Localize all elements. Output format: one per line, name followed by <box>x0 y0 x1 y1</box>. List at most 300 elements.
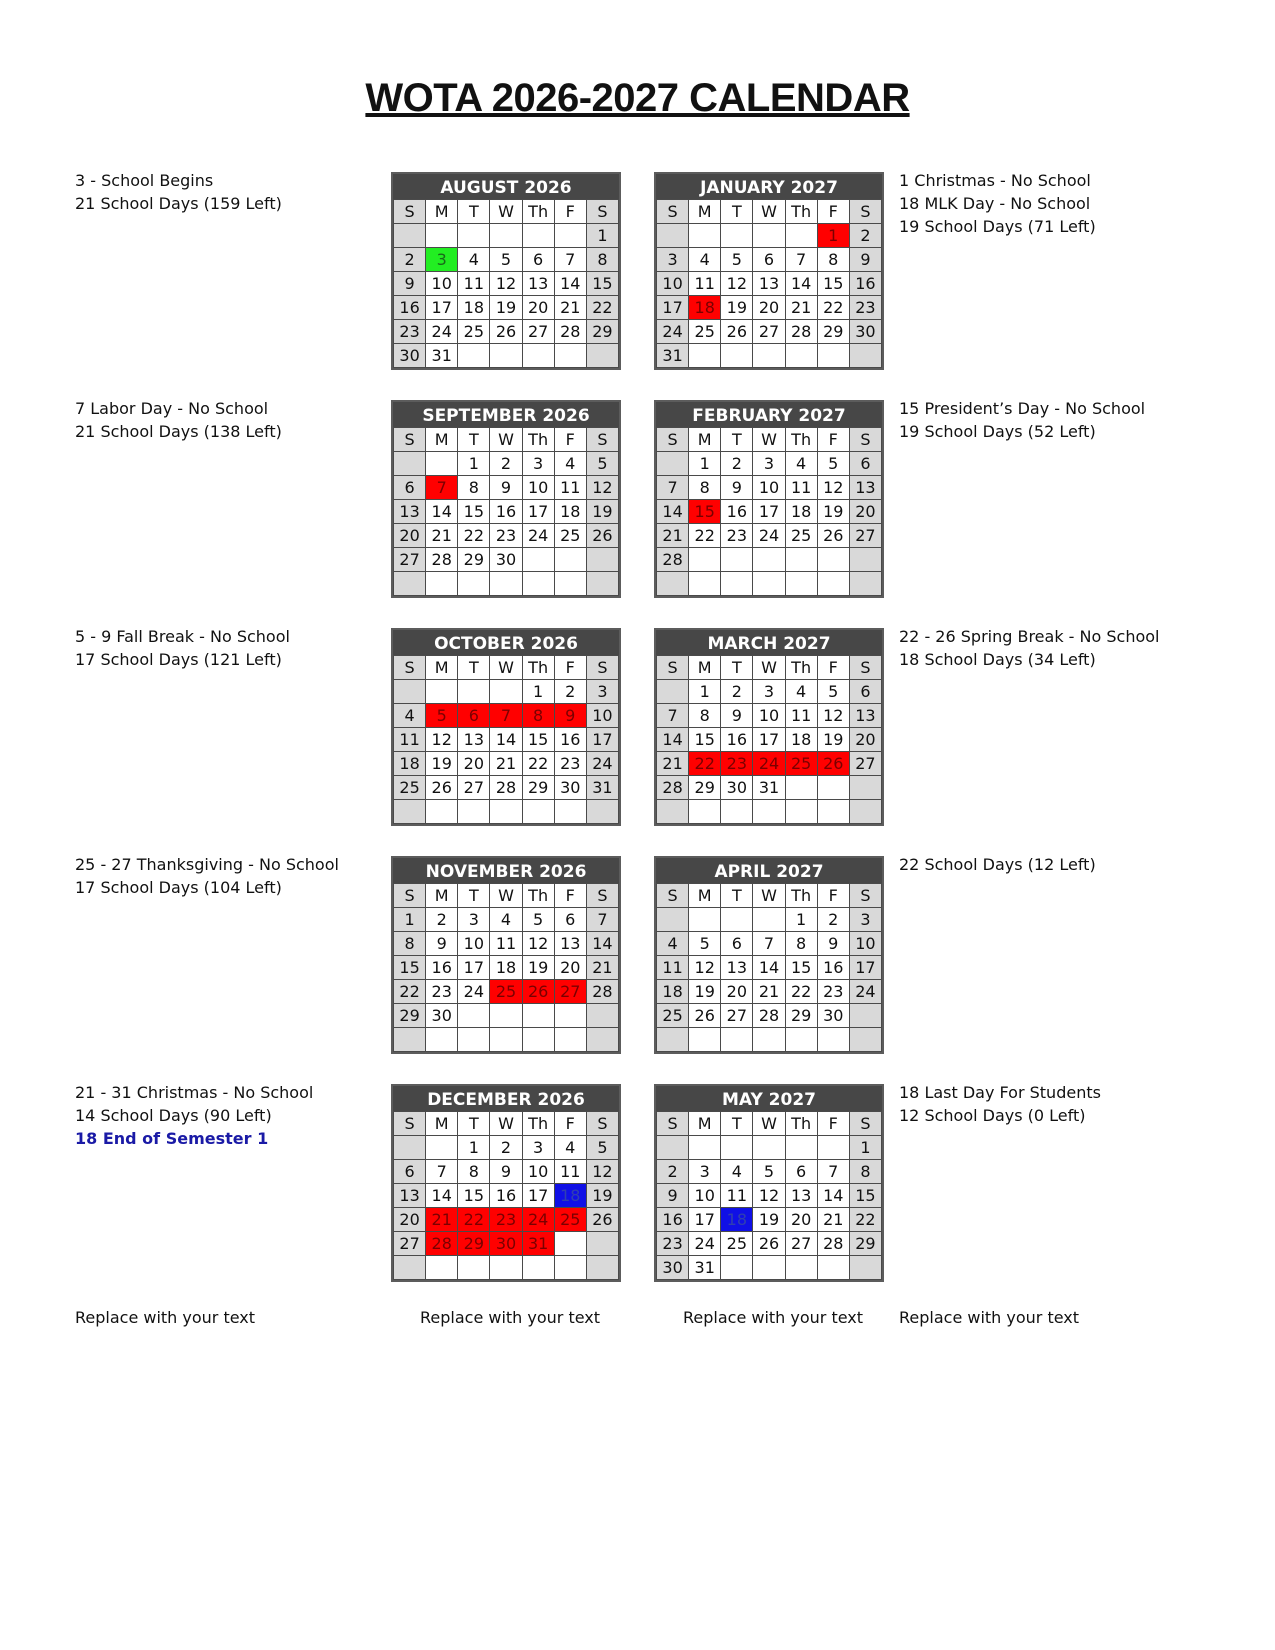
day-cell: 24 <box>426 320 458 344</box>
empty-cell <box>554 1232 586 1256</box>
day-cell: 15 <box>394 956 426 980</box>
empty-cell <box>785 776 817 800</box>
day-cell: 11 <box>394 728 426 752</box>
day-cell-red: 1 <box>817 224 849 248</box>
week-row <box>394 956 619 980</box>
weekday-header: S <box>394 200 426 224</box>
day-cell-blue: 18 <box>721 1208 753 1232</box>
empty-cell <box>522 548 554 572</box>
day-cell: 13 <box>785 1184 817 1208</box>
day-cell: 10 <box>849 932 881 956</box>
day-cell: 17 <box>849 956 881 980</box>
month-title: JANUARY 2027 <box>656 172 882 199</box>
note-line: 18 Last Day For Students <box>899 1083 1101 1102</box>
empty-cell <box>554 572 586 596</box>
day-cell: 1 <box>458 1136 490 1160</box>
weekday-header: Th <box>785 656 817 680</box>
day-cell: 7 <box>554 248 586 272</box>
day-cell: 29 <box>522 776 554 800</box>
day-cell: 3 <box>458 908 490 932</box>
day-cell: 7 <box>753 932 785 956</box>
day-cell: 20 <box>458 752 490 776</box>
day-cell: 4 <box>458 248 490 272</box>
weekday-header: S <box>849 884 881 908</box>
empty-cell <box>522 1256 554 1280</box>
day-cell: 10 <box>657 272 689 296</box>
month-title: NOVEMBER 2026 <box>393 856 619 883</box>
day-cell: 31 <box>753 776 785 800</box>
empty-cell <box>849 776 881 800</box>
day-cell: 8 <box>458 476 490 500</box>
day-cell-red: 24 <box>753 752 785 776</box>
day-cell: 16 <box>817 956 849 980</box>
day-cell: 26 <box>586 524 618 548</box>
weekday-header: M <box>426 884 458 908</box>
day-cell: 4 <box>394 704 426 728</box>
empty-cell <box>657 1028 689 1052</box>
day-cell: 14 <box>785 272 817 296</box>
day-cell: 18 <box>785 728 817 752</box>
day-cell: 16 <box>490 1184 522 1208</box>
weekday-header-row <box>657 656 882 680</box>
day-cell: 2 <box>817 908 849 932</box>
week-row <box>394 1160 619 1184</box>
day-cell: 10 <box>426 272 458 296</box>
week-row <box>394 800 619 824</box>
weekday-header: F <box>554 200 586 224</box>
right-notes-1 <box>899 169 1096 238</box>
day-cell: 18 <box>785 500 817 524</box>
day-cell: 14 <box>657 728 689 752</box>
day-cell: 9 <box>849 248 881 272</box>
empty-cell <box>554 344 586 368</box>
day-cell: 24 <box>458 980 490 1004</box>
day-cell: 28 <box>817 1232 849 1256</box>
day-cell: 30 <box>490 548 522 572</box>
day-cell-red: 23 <box>490 1208 522 1232</box>
left-notes-3 <box>75 625 290 671</box>
day-cell: 10 <box>689 1184 721 1208</box>
weekday-header: S <box>657 1112 689 1136</box>
day-cell: 10 <box>522 1160 554 1184</box>
empty-cell <box>689 548 721 572</box>
day-cell: 27 <box>849 752 881 776</box>
day-cell: 25 <box>721 1232 753 1256</box>
week-row <box>657 548 882 572</box>
day-cell: 9 <box>490 1160 522 1184</box>
day-cell-red: 8 <box>522 704 554 728</box>
empty-cell <box>426 572 458 596</box>
day-cell: 20 <box>522 296 554 320</box>
empty-cell <box>657 572 689 596</box>
day-cell: 29 <box>817 320 849 344</box>
day-cell: 22 <box>817 296 849 320</box>
weekday-header: W <box>490 1112 522 1136</box>
day-cell: 24 <box>586 752 618 776</box>
day-cell: 21 <box>657 524 689 548</box>
note-line-highlight: 18 End of Semester 1 <box>75 1129 269 1148</box>
day-cell: 6 <box>849 452 881 476</box>
footer-text-1: Replace with your text <box>75 1308 256 1327</box>
day-cell: 28 <box>426 548 458 572</box>
day-cell: 13 <box>554 932 586 956</box>
empty-cell <box>426 224 458 248</box>
weekday-header: W <box>753 884 785 908</box>
empty-cell <box>554 224 586 248</box>
weekday-header: W <box>753 656 785 680</box>
empty-cell <box>721 1136 753 1160</box>
weekday-header-row <box>657 428 882 452</box>
day-cell: 1 <box>849 1136 881 1160</box>
day-cell: 14 <box>586 932 618 956</box>
right-notes-3 <box>899 625 1160 671</box>
day-cell: 11 <box>785 704 817 728</box>
day-cell: 12 <box>586 476 618 500</box>
empty-cell <box>657 224 689 248</box>
month-title: DECEMBER 2026 <box>393 1084 619 1111</box>
day-cell: 5 <box>586 452 618 476</box>
empty-cell <box>753 572 785 596</box>
week-row <box>657 752 882 776</box>
month-grid <box>393 199 619 368</box>
month-calendar <box>654 628 884 826</box>
day-cell: 9 <box>426 932 458 956</box>
day-cell: 30 <box>426 1004 458 1028</box>
day-cell: 16 <box>490 500 522 524</box>
day-cell: 12 <box>817 704 849 728</box>
day-cell: 30 <box>817 1004 849 1028</box>
week-row <box>657 776 882 800</box>
empty-cell <box>490 344 522 368</box>
day-cell-green: 3 <box>426 248 458 272</box>
week-row <box>657 956 882 980</box>
empty-cell <box>849 1256 881 1280</box>
month-calendar <box>654 172 884 370</box>
day-cell: 1 <box>522 680 554 704</box>
day-cell: 7 <box>426 1160 458 1184</box>
weekday-header: S <box>657 884 689 908</box>
month-grid <box>393 1111 619 1280</box>
day-cell: 8 <box>458 1160 490 1184</box>
month-grid <box>656 199 882 368</box>
weekday-header: F <box>817 428 849 452</box>
empty-cell <box>586 1028 618 1052</box>
day-cell: 7 <box>586 908 618 932</box>
day-cell: 6 <box>721 932 753 956</box>
day-cell: 11 <box>657 956 689 980</box>
empty-cell <box>689 224 721 248</box>
day-cell: 24 <box>689 1232 721 1256</box>
week-row <box>394 500 619 524</box>
month-calendar <box>654 1084 884 1282</box>
right-notes-5 <box>899 1081 1101 1127</box>
day-cell: 5 <box>689 932 721 956</box>
day-cell: 6 <box>753 248 785 272</box>
note-line: 14 School Days (90 Left) <box>75 1106 272 1125</box>
note-line: 19 School Days (52 Left) <box>899 422 1096 441</box>
right-notes-4 <box>899 853 1096 876</box>
week-row <box>657 704 882 728</box>
empty-cell <box>490 1004 522 1028</box>
day-cell: 19 <box>426 752 458 776</box>
day-cell: 18 <box>458 296 490 320</box>
empty-cell <box>426 1136 458 1160</box>
month-grid <box>656 427 882 596</box>
day-cell: 7 <box>817 1160 849 1184</box>
day-cell: 10 <box>753 476 785 500</box>
day-cell: 13 <box>458 728 490 752</box>
day-cell: 22 <box>849 1208 881 1232</box>
weekday-header: F <box>554 884 586 908</box>
left-notes-1 <box>75 169 282 215</box>
empty-cell <box>394 224 426 248</box>
left-notes-5 <box>75 1081 313 1150</box>
weekday-header: M <box>689 884 721 908</box>
month-calendar <box>391 1084 621 1282</box>
note-line: 18 MLK Day - No School <box>899 194 1091 213</box>
week-row <box>394 1184 619 1208</box>
day-cell: 22 <box>394 980 426 1004</box>
empty-cell <box>394 1136 426 1160</box>
empty-cell <box>458 1256 490 1280</box>
week-row <box>394 452 619 476</box>
day-cell: 20 <box>785 1208 817 1232</box>
day-cell: 4 <box>689 248 721 272</box>
day-cell: 13 <box>522 272 554 296</box>
day-cell: 30 <box>721 776 753 800</box>
empty-cell <box>657 452 689 476</box>
month-calendar <box>654 400 884 598</box>
day-cell: 20 <box>394 524 426 548</box>
empty-cell <box>753 1136 785 1160</box>
day-cell: 23 <box>490 524 522 548</box>
note-line: 19 School Days (71 Left) <box>899 217 1096 236</box>
day-cell: 22 <box>458 524 490 548</box>
day-cell: 17 <box>426 296 458 320</box>
day-cell: 9 <box>490 476 522 500</box>
day-cell-red: 21 <box>426 1208 458 1232</box>
day-cell: 13 <box>849 476 881 500</box>
empty-cell <box>394 1028 426 1052</box>
day-cell: 5 <box>490 248 522 272</box>
day-cell: 4 <box>657 932 689 956</box>
note-line: 17 School Days (104 Left) <box>75 878 282 897</box>
day-cell: 8 <box>689 704 721 728</box>
day-cell: 18 <box>657 980 689 1004</box>
empty-cell <box>849 548 881 572</box>
day-cell: 2 <box>721 452 753 476</box>
month-title: MARCH 2027 <box>656 628 882 655</box>
day-cell: 16 <box>657 1208 689 1232</box>
day-cell: 23 <box>426 980 458 1004</box>
note-line: 21 School Days (138 Left) <box>75 422 282 441</box>
weekday-header: S <box>657 428 689 452</box>
day-cell: 12 <box>586 1160 618 1184</box>
day-cell-red: 5 <box>426 704 458 728</box>
week-row <box>394 1004 619 1028</box>
weekday-header: F <box>817 656 849 680</box>
empty-cell <box>490 800 522 824</box>
month-title: FEBRUARY 2027 <box>656 400 882 427</box>
week-row <box>394 320 619 344</box>
day-cell: 17 <box>657 296 689 320</box>
day-cell: 2 <box>849 224 881 248</box>
empty-cell <box>458 1004 490 1028</box>
empty-cell <box>490 1256 522 1280</box>
weekday-header: M <box>689 656 721 680</box>
weekday-header: S <box>394 656 426 680</box>
weekday-header: M <box>689 200 721 224</box>
empty-cell <box>689 1136 721 1160</box>
day-cell-red: 25 <box>785 752 817 776</box>
day-cell: 14 <box>554 272 586 296</box>
day-cell: 12 <box>817 476 849 500</box>
day-cell: 26 <box>753 1232 785 1256</box>
day-cell: 31 <box>657 344 689 368</box>
day-cell-red: 29 <box>458 1232 490 1256</box>
day-cell: 8 <box>817 248 849 272</box>
empty-cell <box>817 1028 849 1052</box>
day-cell: 5 <box>721 248 753 272</box>
empty-cell <box>721 1028 753 1052</box>
day-cell: 13 <box>753 272 785 296</box>
empty-cell <box>817 572 849 596</box>
day-cell: 11 <box>721 1184 753 1208</box>
day-cell: 16 <box>426 956 458 980</box>
day-cell: 19 <box>817 728 849 752</box>
day-cell: 1 <box>689 452 721 476</box>
empty-cell <box>657 1136 689 1160</box>
day-cell: 6 <box>849 680 881 704</box>
day-cell-blue: 18 <box>554 1184 586 1208</box>
day-cell: 15 <box>522 728 554 752</box>
day-cell: 20 <box>721 980 753 1004</box>
day-cell: 28 <box>657 776 689 800</box>
day-cell: 18 <box>554 500 586 524</box>
empty-cell <box>426 680 458 704</box>
day-cell: 28 <box>657 548 689 572</box>
week-row <box>394 476 619 500</box>
empty-cell <box>753 344 785 368</box>
day-cell: 29 <box>458 548 490 572</box>
week-row <box>657 320 882 344</box>
weekday-header: S <box>586 656 618 680</box>
week-row <box>394 1232 619 1256</box>
month-calendar <box>391 856 621 1054</box>
day-cell: 25 <box>458 320 490 344</box>
day-cell: 18 <box>394 752 426 776</box>
week-row <box>657 908 882 932</box>
day-cell: 8 <box>586 248 618 272</box>
day-cell: 6 <box>394 1160 426 1184</box>
month-calendar <box>654 856 884 1054</box>
note-line: 22 - 26 Spring Break - No School <box>899 627 1160 646</box>
week-row <box>657 980 882 1004</box>
empty-cell <box>554 1028 586 1052</box>
day-cell: 28 <box>586 980 618 1004</box>
day-cell: 1 <box>458 452 490 476</box>
day-cell: 2 <box>490 452 522 476</box>
note-line: 5 - 9 Fall Break - No School <box>75 627 290 646</box>
empty-cell <box>785 1028 817 1052</box>
empty-cell <box>586 800 618 824</box>
weekday-header: Th <box>522 428 554 452</box>
week-row <box>394 344 619 368</box>
day-cell: 19 <box>721 296 753 320</box>
empty-cell <box>721 1256 753 1280</box>
empty-cell <box>721 344 753 368</box>
day-cell-red: 15 <box>689 500 721 524</box>
empty-cell <box>554 800 586 824</box>
empty-cell <box>785 800 817 824</box>
week-row <box>394 1028 619 1052</box>
weekday-header: T <box>721 884 753 908</box>
weekday-header: T <box>721 1112 753 1136</box>
day-cell: 5 <box>817 452 849 476</box>
empty-cell <box>817 800 849 824</box>
day-cell: 25 <box>785 524 817 548</box>
empty-cell <box>817 1256 849 1280</box>
day-cell: 26 <box>817 524 849 548</box>
day-cell: 7 <box>785 248 817 272</box>
day-cell: 19 <box>522 956 554 980</box>
day-cell: 9 <box>721 704 753 728</box>
day-cell-red: 27 <box>554 980 586 1004</box>
day-cell-red: 25 <box>490 980 522 1004</box>
day-cell: 27 <box>394 548 426 572</box>
day-cell: 16 <box>394 296 426 320</box>
day-cell: 26 <box>689 1004 721 1028</box>
day-cell-red: 9 <box>554 704 586 728</box>
month-title: AUGUST 2026 <box>393 172 619 199</box>
note-line: 21 - 31 Christmas - No School <box>75 1083 314 1102</box>
empty-cell <box>785 548 817 572</box>
day-cell: 10 <box>753 704 785 728</box>
empty-cell <box>426 1256 458 1280</box>
empty-cell <box>458 800 490 824</box>
empty-cell <box>522 800 554 824</box>
day-cell: 3 <box>522 452 554 476</box>
weekday-header: S <box>394 1112 426 1136</box>
day-cell-red: 28 <box>426 1232 458 1256</box>
day-cell-red: 24 <box>522 1208 554 1232</box>
day-cell: 16 <box>554 728 586 752</box>
day-cell: 7 <box>657 704 689 728</box>
weekday-header: M <box>689 1112 721 1136</box>
day-cell: 1 <box>785 908 817 932</box>
empty-cell <box>657 800 689 824</box>
day-cell: 8 <box>394 932 426 956</box>
note-line: 7 Labor Day - No School <box>75 399 269 418</box>
weekday-header: F <box>554 428 586 452</box>
day-cell: 9 <box>657 1184 689 1208</box>
empty-cell <box>522 344 554 368</box>
weekday-header-row <box>394 200 619 224</box>
day-cell: 2 <box>554 680 586 704</box>
day-cell: 12 <box>753 1184 785 1208</box>
footer-text-4: Replace with your text <box>899 1308 1080 1327</box>
day-cell: 19 <box>753 1208 785 1232</box>
day-cell: 4 <box>490 908 522 932</box>
empty-cell <box>426 452 458 476</box>
day-cell: 11 <box>554 1160 586 1184</box>
empty-cell <box>394 572 426 596</box>
empty-cell <box>785 224 817 248</box>
weekday-header: F <box>554 656 586 680</box>
weekday-header-row <box>657 1112 882 1136</box>
weekday-header-row <box>657 200 882 224</box>
day-cell: 17 <box>689 1208 721 1232</box>
